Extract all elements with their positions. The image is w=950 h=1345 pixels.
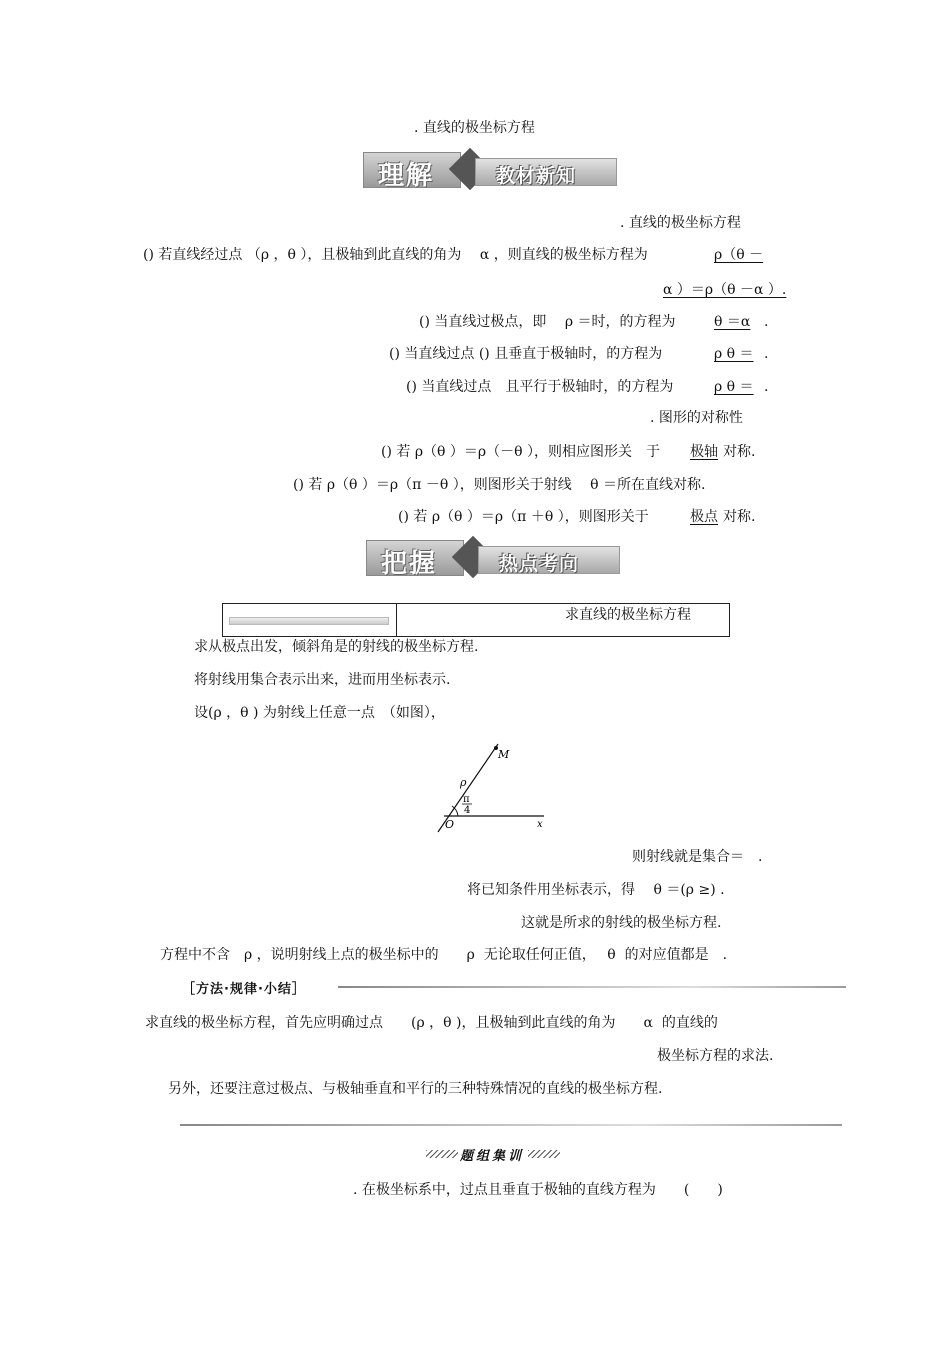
topic-title: 求直线的极坐标方程 <box>565 607 691 623</box>
banner-understand <box>363 150 623 190</box>
hatch-decoration <box>528 1150 560 1158</box>
period: . <box>764 314 769 330</box>
answer: α ）＝ρ（θ －α ）. <box>663 282 787 298</box>
answer: ρ θ ＝ <box>714 346 754 362</box>
page-title: . 直线的极坐标方程 <box>414 120 535 136</box>
summary-text: 极坐标方程的求法. <box>657 1048 774 1064</box>
x-axis-label: x <box>537 819 543 830</box>
item-line: () 当直线过点 () 且垂直于极轴时，的方程为 <box>389 346 663 362</box>
pi-label: π <box>463 794 470 805</box>
answer: ρ（θ － <box>714 247 764 263</box>
question: . 在极坐标系中，过点且垂直于极轴的直线方程为 ( ) <box>353 1182 723 1198</box>
summary-heading: ［方法·规律·小结］ <box>182 982 306 997</box>
four-label: 4 <box>464 805 471 816</box>
answer: 极点 <box>690 509 718 525</box>
paragraph: 将射线用集合表示出来，进而用坐标表示. <box>194 672 451 688</box>
topic-box <box>222 603 730 637</box>
summary-top-rule <box>338 986 846 988</box>
exercise-heading: 题组集训 <box>460 1149 525 1164</box>
item-line: () 若 ρ（θ ）＝ρ（π －θ ），则图形关于射线 θ ＝所在直线对称. <box>293 477 706 493</box>
item-line: () 若直线经过点 （ρ ，θ ），且极轴到此直线的角为 α ，则直线的极坐标方程为 <box>143 247 648 263</box>
paragraph: 方程中不含 ρ ，说明射线上点的极坐标中的 ρ 无论取任何正值， θ 的对应值都是 . <box>160 947 728 963</box>
answer: θ ＝α <box>714 314 751 330</box>
label-bar <box>229 617 389 625</box>
period: . <box>764 379 769 395</box>
point-m-label: M <box>498 748 510 761</box>
banner-sub-text: 热点考向 <box>499 553 580 575</box>
banner-main-text: 理解 <box>378 161 435 191</box>
banner-main-text: 把握 <box>381 549 438 579</box>
summary-text: 另外，还要注意过极点、与极轴垂直和平行的三种特殊情况的直线的极坐标方程. <box>168 1081 663 1097</box>
paragraph: 求从极点出发，倾斜角是的射线的极坐标方程. <box>194 639 479 655</box>
answer: 极轴 <box>690 444 718 460</box>
section-heading: . 直线的极坐标方程 <box>620 215 741 231</box>
item-line: () 当直线过点 且平行于极轴时，的方程为 <box>406 379 674 395</box>
ray-figure <box>430 738 560 838</box>
rho-label: ρ <box>460 776 467 789</box>
hatch-decoration <box>426 1150 458 1158</box>
summary-bottom-rule <box>180 1124 842 1126</box>
section-heading: . 图形的对称性 <box>650 410 743 426</box>
banner-sub-text: 教材新知 <box>496 165 577 187</box>
item-line: 对称. <box>723 509 756 525</box>
item-line: () 若 ρ（θ ）＝ρ（π ＋θ ），则图形关于 <box>398 509 649 525</box>
paragraph: 设(ρ ，θ ) 为射线上任意一点 （如图）， <box>194 705 445 721</box>
banner-grasp <box>366 538 626 578</box>
period: . <box>764 346 769 362</box>
origin-label: O <box>445 818 455 831</box>
paragraph: 这就是所求的射线的极坐标方程. <box>521 915 722 931</box>
summary-text: 求直线的极坐标方程，首先应明确过点 (ρ ，θ )，且极轴到此直线的角为 α 的直线的 <box>145 1015 718 1031</box>
answer: ρ θ ＝ <box>714 379 754 395</box>
paragraph: 将已知条件用坐标表示，得 θ ＝(ρ ≥) . <box>467 882 725 898</box>
item-line: () 若 ρ（θ ）＝ρ（－θ ），则相应图形关 于 <box>381 444 661 460</box>
paragraph: 则射线就是集合＝ . <box>632 849 763 865</box>
item-line: () 当直线过极点，即 ρ ＝时，的方程为 <box>419 314 676 330</box>
item-line: 对称. <box>723 444 756 460</box>
